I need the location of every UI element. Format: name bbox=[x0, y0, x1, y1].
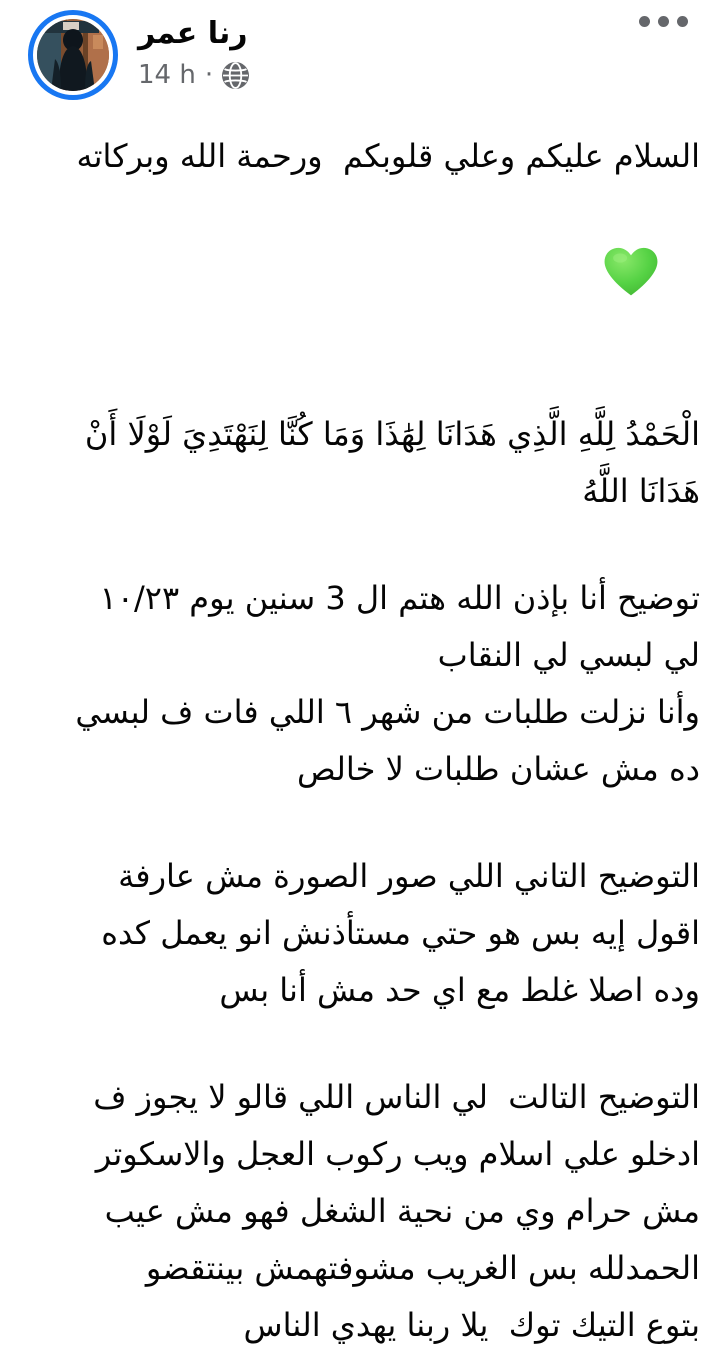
post-body bbox=[0, 100, 720, 1354]
post-paragraph bbox=[8, 1069, 700, 1354]
post-paragraph bbox=[8, 128, 700, 356]
post-text-line: وده اصلا غلط مع اي حد مش أنا بس bbox=[219, 971, 700, 1009]
more-options-button[interactable] bbox=[635, 12, 692, 31]
more-dot bbox=[677, 16, 688, 27]
more-dot bbox=[639, 16, 650, 27]
post-paragraph bbox=[8, 406, 700, 520]
post-text-line: ادخلو علي اسلام ويب ركوب العجل والاسكوتر bbox=[95, 1135, 700, 1173]
post-meta bbox=[138, 60, 249, 90]
green-heart-emoji-image bbox=[603, 246, 659, 298]
post-text-line: التوضيح التالت لي الناس اللي قالو لا يجوز ف bbox=[93, 1078, 700, 1116]
green-heart-emoji bbox=[8, 185, 700, 356]
post-text-line: بتوع التيك توك يلا ربنا يهدي الناس bbox=[243, 1306, 700, 1344]
header-text bbox=[138, 10, 249, 90]
avatar[interactable] bbox=[28, 10, 118, 100]
avatar-photo-image bbox=[37, 19, 109, 91]
post-text-line: الحمدلله بس الغريب مشوفتهمش بينتقضو bbox=[145, 1249, 700, 1287]
meta-dot-separator: · bbox=[204, 60, 214, 90]
post-text-line: الْحَمْدُ لِلَّهِ الَّذِي هَدَانَا لِهَٰذَا وَمَا كُنَّا لِنَهْتَدِيَ لَوْلَا أَنْ bbox=[84, 415, 700, 453]
avatar-photo bbox=[37, 19, 109, 91]
post-text-line: وأنا نزلت طلبات من شهر ٦ اللي فات ف لبسي bbox=[75, 693, 700, 731]
post-text-line: مش حرام وي من نحية الشغل فهو مش عيب bbox=[104, 1192, 700, 1230]
post-text-line: توضيح أنا بإذن الله هتم ال 3 سنين يوم ١٠/٢٣ bbox=[99, 579, 700, 617]
post-text-line: لي لبسي لي النقاب bbox=[437, 636, 700, 674]
timestamp[interactable]: 14 h bbox=[138, 60, 196, 90]
post-paragraph bbox=[8, 848, 700, 1019]
post-text-line: هَدَانَا اللَّهُ bbox=[582, 472, 700, 510]
author-name[interactable]: رنا عمر bbox=[138, 16, 248, 51]
more-dot bbox=[658, 16, 669, 27]
post-text-line: اقول إيه بس هو حتي مستأذنش انو يعمل كده bbox=[101, 914, 700, 952]
globe-public-icon bbox=[222, 62, 249, 89]
post-text-line: ده مش عشان طلبات لا خالص bbox=[296, 750, 700, 788]
post-paragraph bbox=[8, 570, 700, 798]
post-text-line: التوضيح التاني اللي صور الصورة مش عارفة bbox=[118, 857, 700, 895]
post-header bbox=[0, 0, 720, 100]
post-text-line: السلام عليكم وعلي قلوبكم ورحمة الله وبركاته bbox=[76, 137, 700, 175]
